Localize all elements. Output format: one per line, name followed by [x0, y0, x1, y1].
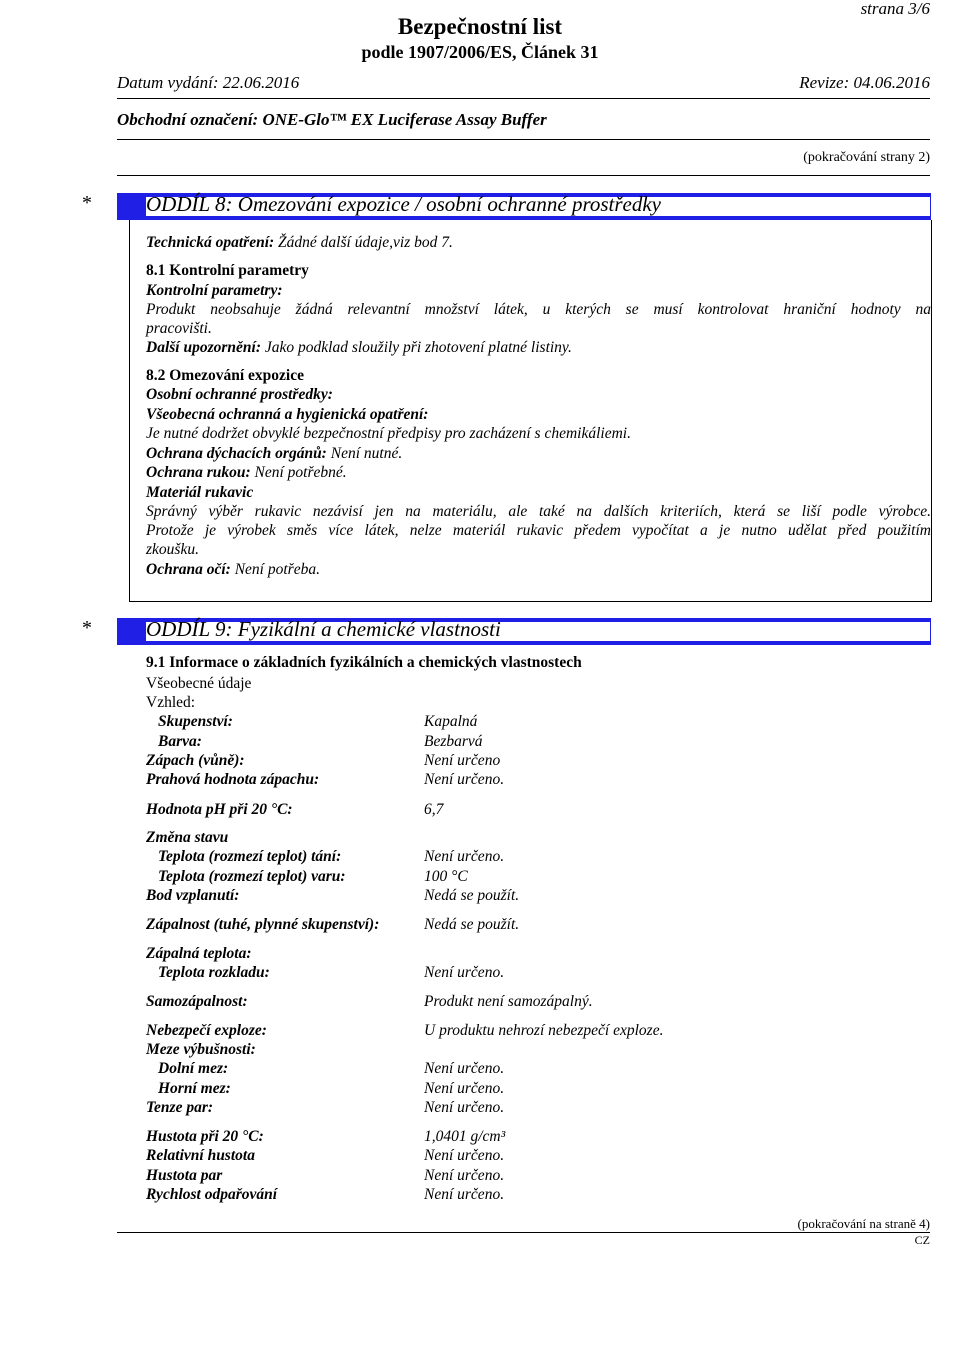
page-number: strana 3/6 — [860, 0, 930, 18]
revision-date: Revize: 04.06.2016 — [799, 73, 930, 92]
color-value: Bezbarvá — [424, 733, 483, 750]
tech-measures: Technická opatření: Žádné další údaje,viz bod 7. — [146, 234, 453, 251]
flammability-value: Nedá se použít. — [424, 916, 520, 933]
vapour-density-value: Není určeno. — [424, 1167, 505, 1184]
hand-protection: Ochrana rukou: Není potřebné. — [146, 464, 347, 481]
glove-text-2: Protože je výrobek směs více látek, nelze materiál rukavic předem vypočítat a je nutno udělat před použitím — [146, 522, 931, 539]
glove-text-1: Správný výběr rukavic nezávisí jen na materiálu, ale také na dalších kriteriích, která se liší podle výrobce. — [146, 503, 931, 520]
hygiene-label: Všeobecná ochranná a hygienická opatření: — [146, 406, 429, 423]
hygiene-text: Je nutné dodržet obvyklé bezpečnostní předpisy pro zacházení s chemikáliemi. — [146, 425, 631, 442]
odour-value: Není určeno — [424, 752, 501, 769]
density-value: 1,0401 g/cm³ — [424, 1128, 506, 1145]
melting-label: Teplota (rozmezí teplot) tání: — [158, 848, 342, 865]
odour-label: Zápach (vůně): — [146, 752, 245, 769]
explosion-value: U produktu nehrozí nebezpečí exploze. — [424, 1022, 664, 1039]
control-params-label: Kontrolní parametry: — [146, 282, 283, 299]
evaporation-label: Rychlost odpařování — [146, 1186, 278, 1203]
explosion-label: Nebezpečí exploze: — [146, 1022, 267, 1039]
continued-to: (pokračování na straně 4) — [797, 1216, 930, 1231]
self-ignition-label: Samozápalnost: — [146, 993, 248, 1010]
country-code: CZ — [914, 1233, 930, 1247]
additional-notes: Další upozornění: Jako podklad sloužily při zhotovení platné listiny. — [146, 339, 572, 356]
issue-date: Datum vydání: 22.06.2016 — [117, 73, 300, 92]
decomposition-value: Není určeno. — [424, 964, 505, 981]
density-label: Hustota při 20 °C: — [146, 1128, 264, 1145]
odour-threshold-value: Není určeno. — [424, 771, 505, 788]
document-subtitle: podle 1907/2006/ES, Článek 31 — [361, 42, 599, 62]
eye-protection: Ochrana očí: Není potřeba. — [146, 561, 320, 578]
boiling-value: 100 °C — [424, 868, 468, 885]
control-params-text-2: pracovišti. — [146, 320, 212, 337]
vapour-pressure-value: Není určeno. — [424, 1099, 505, 1116]
boiling-label: Teplota (rozmezí teplot) varu: — [158, 868, 346, 885]
changed-star: * — [82, 192, 92, 214]
lower-limit-value: Není určeno. — [424, 1060, 505, 1077]
color-label: Barva: — [158, 733, 202, 750]
relative-density-label: Relativní hustota — [146, 1147, 255, 1164]
melting-value: Není určeno. — [424, 848, 505, 865]
heading-8-1: 8.1 Kontrolní parametry — [146, 262, 309, 279]
state-change-label: Změna stavu — [146, 829, 229, 846]
lower-limit-label: Dolní mez: — [158, 1060, 229, 1077]
explosion-limits-label: Meze výbušnosti: — [146, 1041, 256, 1058]
header-divider — [117, 98, 930, 99]
section-8-bar — [117, 193, 931, 220]
glove-text-3: zkoušku. — [146, 541, 199, 558]
upper-limit-value: Není určeno. — [424, 1080, 505, 1097]
evaporation-value: Není určeno. — [424, 1186, 505, 1203]
section-8-title: ODDÍL 8: Omezování expozice / osobní ochranné prostředky — [146, 192, 661, 216]
upper-limit-label: Horní mez: — [158, 1080, 231, 1097]
heading-9-1: 9.1 Informace o základních fyzikálních a chemických vlastnostech — [146, 654, 582, 671]
form-value: Kapalná — [424, 713, 478, 730]
decomposition-label: Teplota rozkladu: — [158, 964, 270, 981]
section-9-title: ODDÍL 9: Fyzikální a chemické vlastnosti — [146, 617, 501, 641]
relative-density-value: Není určeno. — [424, 1147, 505, 1164]
flash-point-label: Bod vzplanutí: — [146, 887, 240, 904]
respiratory-protection: Ochrana dýchacích orgánů: Není nutné. — [146, 445, 403, 462]
ppe-label: Osobní ochranné prostředky: — [146, 386, 333, 403]
document-title: Bezpečnostní list — [397, 14, 563, 39]
trade-divider — [117, 139, 930, 140]
self-ignition-value: Produkt není samozápalný. — [424, 993, 593, 1010]
control-params-text: Produkt neobsahuje žádná relevantní množství látek, u kterých se musí kontrolovat hraniční hodnoty na — [146, 301, 931, 318]
ph-label: Hodnota pH při 20 °C: — [146, 801, 293, 818]
heading-8-2: 8.2 Omezování expozice — [146, 367, 304, 384]
top-divider — [117, 175, 930, 176]
ignition-label: Zápalná teplota: — [146, 945, 252, 962]
footer-divider — [117, 1232, 930, 1233]
form-label: Skupenství: — [158, 713, 233, 730]
vapour-density-label: Hustota par — [146, 1167, 223, 1184]
flammability-label: Zápalnost (tuhé, plynné skupenství): — [146, 916, 380, 933]
flash-point-value: Nedá se použít. — [424, 887, 520, 904]
section-9-bar — [117, 618, 931, 645]
continued-from: (pokračování strany 2) — [803, 150, 930, 165]
odour-threshold-label: Prahová hodnota zápachu: — [146, 771, 320, 788]
vapour-pressure-label: Tenze par: — [146, 1099, 214, 1116]
ph-value: 6,7 — [424, 801, 444, 818]
glove-material-label: Materiál rukavic — [146, 484, 254, 501]
general-info: Všeobecné údaje — [146, 675, 252, 692]
appearance-label: Vzhled: — [146, 694, 196, 711]
trade-name: Obchodní označení: ONE-Glo™ EX Luciferase Assay Buffer — [117, 110, 547, 129]
date-row — [117, 73, 930, 93]
changed-star: * — [82, 617, 92, 639]
